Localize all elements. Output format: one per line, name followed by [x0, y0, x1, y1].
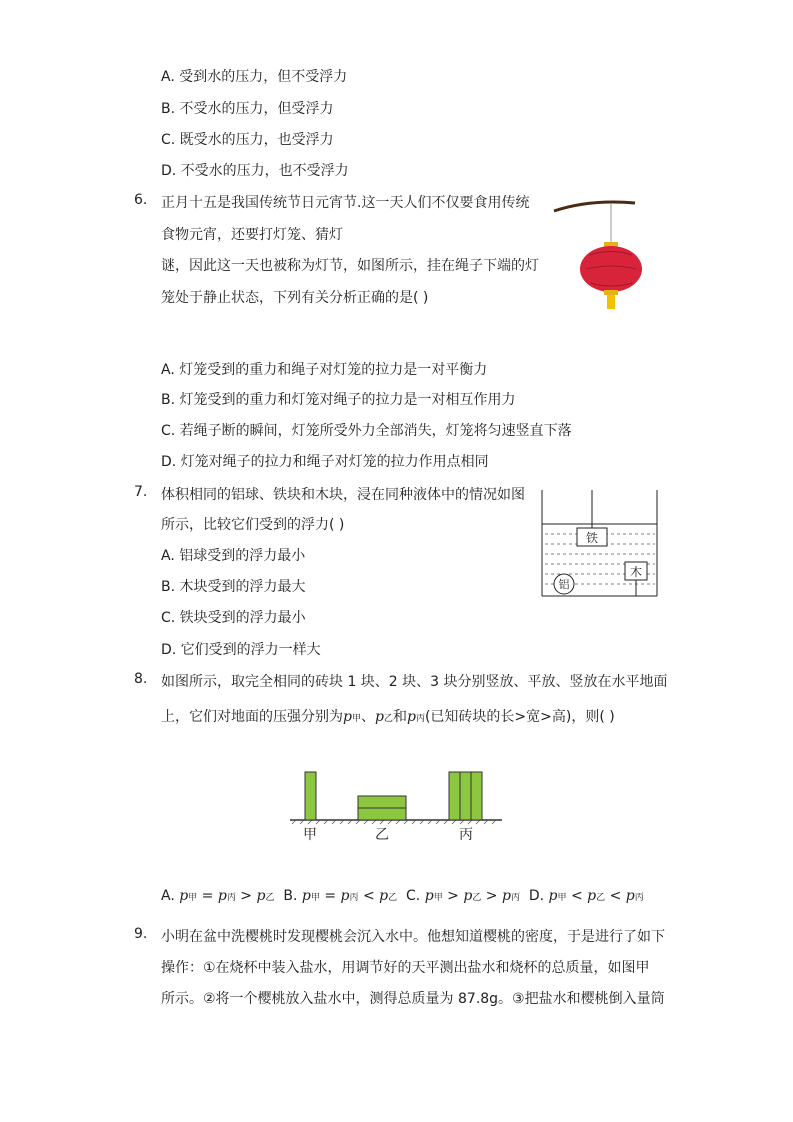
q7-option-d: D. 它们受到的浮力一样大	[161, 642, 321, 658]
q7-option-b: B. 木块受到的浮力最大	[161, 579, 306, 595]
q6-option-a: A. 灯笼受到的重力和绳子对灯笼的拉力是一对平衡力	[161, 362, 488, 378]
q7-option-a: A. 铝球受到的浮力最小	[161, 548, 306, 564]
q6-line-2: 食物元宵，还要打灯笼、猜灯	[161, 227, 343, 243]
brick-bing-2	[460, 772, 471, 820]
q6-line-1: 正月十五是我国传统节日元宵节.这一天人们不仅要食用传统	[161, 195, 530, 211]
q7-option-c: C. 铁块受到的浮力最小	[161, 610, 306, 626]
q8-line-1: 如图所示，取完全相同的砖块 1 块、2 块、3 块分别竖放、平放、竖放在水平地面	[161, 674, 668, 690]
q8-option-b: B. p甲 = p丙 < p乙	[283, 888, 398, 904]
buoyancy-figure	[540, 488, 660, 600]
q9-line-1: 小明在盆中洗樱桃时发现樱桃会沉入水中。他想知道樱桃的密度，于是进行了如下	[161, 929, 665, 945]
q8-line-2: 上，它们对地面的压强分别为p甲、p乙和p丙(已知砖块的长>宽>高)，则( )	[161, 709, 615, 725]
q7-number: 7.	[134, 484, 148, 500]
q6-option-b: B. 灯笼受到的重力和灯笼对绳子的拉力是一对相互作用力	[161, 392, 516, 408]
iron-label: 铁	[585, 531, 599, 545]
lantern-figure	[550, 193, 650, 313]
q5-option-c: C. 既受水的压力，也受浮力	[161, 132, 334, 148]
brick-jia	[305, 772, 316, 820]
q8-option-c: C. p甲 > p乙 > p丙	[406, 888, 520, 904]
q8-options	[161, 888, 644, 904]
q9-line-2: 操作：①在烧杯中装入盐水，用调节好的天平测出盐水和烧杯的总质量，如图甲	[161, 960, 650, 976]
brick-bing-3	[471, 772, 482, 820]
brick-yi-top	[358, 796, 406, 808]
q5-option-b: B. 不受水的压力，但受浮力	[161, 101, 334, 117]
q6-option-d: D. 灯笼对绳子的拉力和绳子对灯笼的拉力作用点相同	[161, 454, 489, 470]
q6-option-c: C. 若绳子断的瞬间，灯笼所受外力全部消失，灯笼将匀速竖直下落	[161, 423, 572, 439]
q6-line-4: 笼处于静止状态，下列有关分析正确的是( )	[161, 290, 429, 306]
q9-line-3: 所示。②将一个樱桃放入盐水中，测得总质量为 87.8g。③把盐水和樱桃倒入量筒	[161, 991, 665, 1007]
brick-bing-1	[449, 772, 460, 820]
q6-number: 6.	[134, 192, 148, 208]
q5-option-d: D. 不受水的压力，也不受浮力	[161, 163, 349, 179]
q7-line-2: 所示，比较它们受到的浮力( )	[161, 517, 345, 533]
label-yi: 乙	[375, 827, 389, 843]
label-bing: 丙	[459, 827, 473, 843]
q6-line-3: 谜，因此这一天也被称为灯节，如图所示，挂在绳子下端的灯	[161, 258, 539, 274]
q5-option-a: A. 受到水的压力，但不受浮力	[161, 69, 348, 85]
bricks-figure	[286, 768, 506, 846]
q7-line-1: 体积相同的铝球、铁块和木块，浸在同种液体中的情况如图	[161, 487, 525, 503]
aluminum-label: 铝	[558, 578, 570, 591]
q8-option-d: D. p甲 < p乙 < p丙	[528, 888, 644, 904]
q8-option-a: A. p甲 = p丙 > p乙	[161, 888, 275, 904]
q9-number: 9.	[134, 926, 148, 942]
wood-label: 木	[629, 565, 643, 579]
brick-yi-bottom	[358, 808, 406, 820]
q8-number: 8.	[134, 671, 148, 687]
label-jia: 甲	[303, 827, 317, 843]
